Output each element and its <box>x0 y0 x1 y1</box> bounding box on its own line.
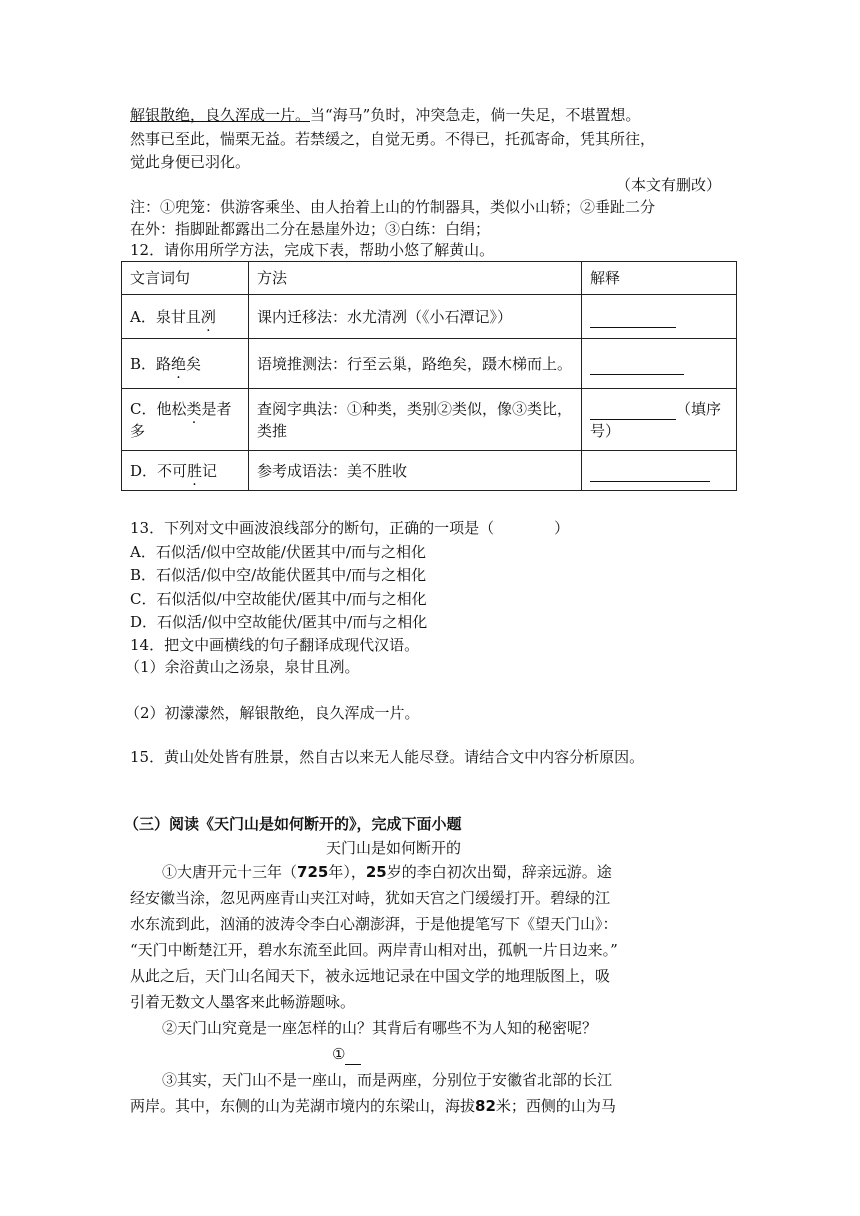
para1-line-5: 从此之后，天门山名闻天下，被永远地记录在中国文学的地理版图上，吸 <box>130 967 611 985</box>
dotted-char: 胜 <box>187 461 203 480</box>
word-cell: D．不可胜记 <box>122 451 249 491</box>
method-cell: 语境推测法：行至云巢，路绝矣，蹑木梯而上。 <box>249 339 582 389</box>
table-row <box>122 295 737 339</box>
answer-cell[interactable] <box>582 339 737 389</box>
word-cell: B．路绝矣 <box>122 339 249 389</box>
subheading-blank[interactable] <box>345 1048 361 1065</box>
q14-prompt: 14．把文中画横线的句子翻译成现代汉语。 <box>130 636 420 654</box>
para3-line-1: ③其实，天门山不是一座山，而是两座，分别位于安徽省北部的长江 <box>162 1071 613 1089</box>
answer-blank[interactable] <box>590 311 676 328</box>
footnote-line-1: 注：①兜笼：供游客乘坐、由人抬着上山的竹制器具，类似小山轿；②垂趾二分 <box>130 198 656 216</box>
header-cell: 方法 <box>249 262 582 295</box>
q15-prompt: 15．黄山处处皆有胜景，然自古以来无人能尽登。请结合文中内容分析原因。 <box>130 748 645 766</box>
q13-option-b[interactable]: B．石似活/似中空/故能伏匿其中/而与之相化 <box>130 566 427 584</box>
footnote-line-2: 在外：指脚趾都露出二分在悬崖外边；③白练：白绢； <box>130 220 491 238</box>
header-cell: 解释 <box>582 262 737 295</box>
q13-option-d[interactable]: D．石似活/似中空故能伏/匿其中/而与之相化 <box>130 613 428 631</box>
q13-option-c[interactable]: C．石似活似/中空故能伏/匿其中/而与之相化 <box>130 590 427 608</box>
header-cell: 文言词句 <box>122 262 249 295</box>
q13-prompt: 13．下列对文中画波浪线部分的断句，正确的一项是（ ） <box>130 519 570 537</box>
word-cell: C．他松类是者多 <box>122 389 249 451</box>
subheading-1: ① <box>332 1043 361 1065</box>
para2: ②天门山究竟是一座怎样的山？其背后有哪些不为人知的秘密呢？ <box>162 1019 598 1037</box>
section-heading: （三）阅读《天门山是如何断开的》，完成下面小题 <box>124 815 462 833</box>
answer-blank[interactable] <box>590 403 676 420</box>
method-cell: 查阅字典法：①种类，类别②类似，像③类比，类推 <box>249 389 582 451</box>
answer-blank[interactable] <box>590 358 684 375</box>
para1-line-2: 经安徽当涂，忽见两座青山夹江对峙，犹如天宫之门缓缓打开。碧绿的江 <box>130 889 611 907</box>
q13-option-a[interactable]: A．石似活/似中空故能/伏匿其中/而与之相化 <box>130 543 426 561</box>
word-cell: A．泉甘且冽 <box>122 295 249 339</box>
article-title: 天门山是如何断开的 <box>326 839 462 857</box>
answer-cell[interactable] <box>582 451 737 491</box>
para3-line-2: 两岸。其中，东侧的山为芜湖市境内的东梁山，海拔82米；西侧的山为马 <box>130 1097 616 1115</box>
abridged-note: （本文有删改） <box>616 176 722 194</box>
method-cell: 参考成语法：美不胜收 <box>249 451 582 491</box>
para1-line-4: “天门中断楚江开，碧水东流至此回。两岸青山相对出，孤帆一片日边来。” <box>130 941 618 959</box>
para1-line-6: 引着无数文人墨客来此畅游题咏。 <box>130 993 356 1011</box>
q12-prompt: 12．请你用所学方法，完成下表，帮助小悠了解黄山。 <box>130 241 495 259</box>
para1-line-1: ①大唐开元十三年（725年），25岁的李白初次出蜀，辞亲远游。途 <box>162 863 612 881</box>
passage-line-1: 解银散绝，良久浑成一片。当“海马”负时，冲突急走，倘一失足，不堪置想。 <box>130 106 641 124</box>
passage-line-3: 觉此身便已羽化。 <box>130 153 251 171</box>
q12-table <box>121 261 737 491</box>
table-row <box>122 389 737 451</box>
answer-cell[interactable]: （填序号） <box>582 389 737 451</box>
table-row <box>122 339 737 389</box>
answer-blank[interactable] <box>590 465 710 482</box>
method-cell: 课内迁移法：水尤清冽（《小石潭记》） <box>249 295 582 339</box>
dotted-char: 绝 <box>171 354 187 373</box>
q14-sentence-1: （1）余浴黄山之汤泉，泉甘且冽。 <box>125 658 360 676</box>
answer-cell[interactable] <box>582 295 737 339</box>
dotted-char: 类 <box>186 399 202 418</box>
underlined-sentence: 解银散绝，良久浑成一片。 <box>130 106 311 124</box>
para1-line-3: 水东流到此，汹涌的波涛令李白心潮澎湃，于是他提笔写下《望天门山》： <box>130 915 618 933</box>
dotted-char: 冽 <box>200 307 216 326</box>
table-header-row <box>122 262 737 295</box>
q14-sentence-2: （2）初濛濛然，解银散绝，良久浑成一片。 <box>125 704 420 722</box>
table-row <box>122 451 737 491</box>
passage-line-2: 然事已至此，惴栗无益。若禁缓之，自觉无勇。不得已，托孤寄命，凭其所往， <box>130 130 656 148</box>
